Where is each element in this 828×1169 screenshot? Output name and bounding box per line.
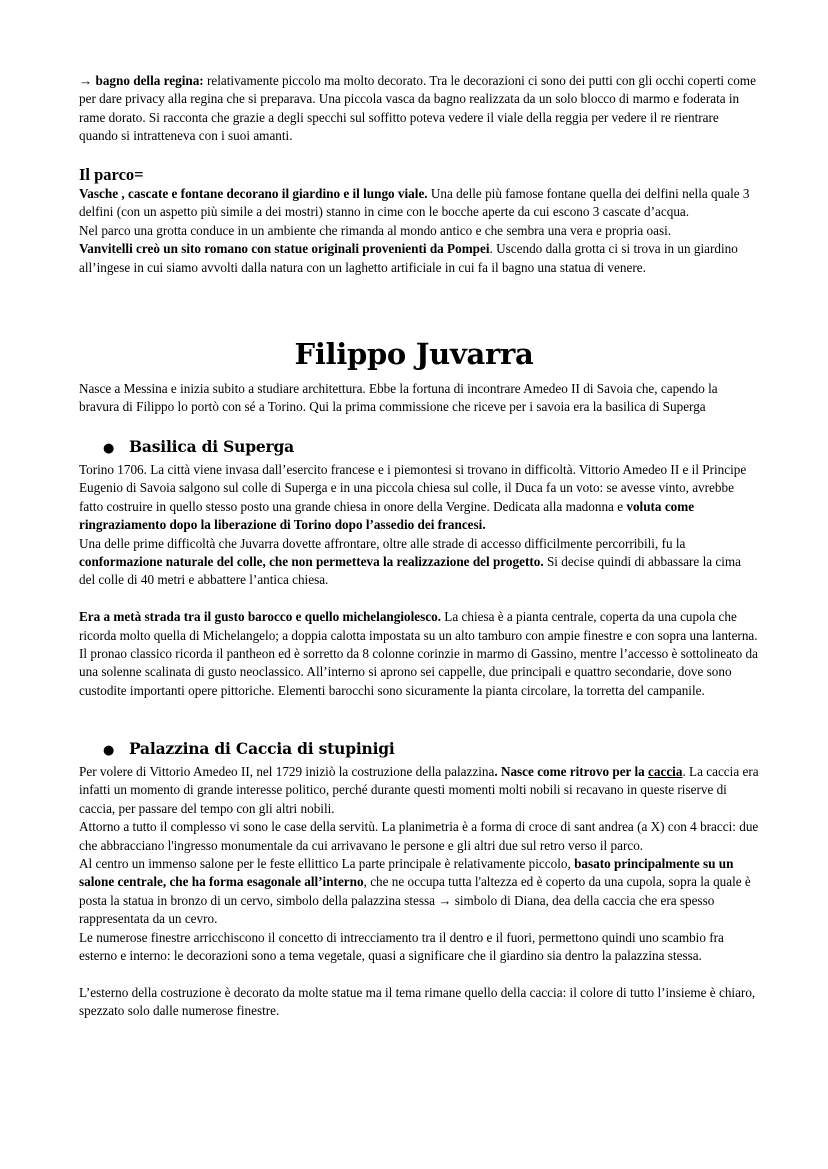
paragraph-gap [79, 590, 759, 608]
superga-paragraph-2 [79, 535, 759, 590]
bagno-section [79, 72, 759, 146]
bullet-icon: ● [103, 441, 115, 456]
superga-p3-text: La chiesa è a pianta centrale, coperta da una cupola che ricorda molto quella di Michelangelo; a doppia calotta impostata su un alto tamburo con ampie finestre e con sopra una lanterna. Il pronao classico ricorda il pantheon ed è sorretto da 8 colonne corinzie in marmo di Gassino, mentre l’accesso è sottolineato da una solenne scalinata di gusto neoclassico. All’interno si aprono sei cappelle, due principali e quattro secondarie, dove sono custodite importanti opere pittoriche. Elementi barocchi sono sicuramente la pianta circolare, la torretta del campanile. [79, 609, 758, 698]
stupinigi-p1-text-2: . La caccia era infatti un momento di grande interesse politico, perché durante questi momenti molti nobili si recavano in queste riserve di caccia, per passare del tempo con gli altri nobili. [79, 764, 759, 816]
juvarra-intro: Nasce a Messina e inizia subito a studiare architettura. Ebbe la fortuna di incontrare Amedeo II di Savoia che, capendo la bravura di Filippo lo portò con sé a Torino. Qui la prima commissione che riceve per i savoia era la basilica di Superga [79, 381, 718, 415]
page-title: Filippo Juvarra [294, 337, 534, 371]
stupinigi-heading [103, 739, 395, 761]
stupinigi-paragraph-4: Le numerose finestre arricchiscono il concetto di intrecciamento tra il dentro e il fuori, permettono quindi uno scambio fra esterno e interno: le decorazioni sono a tema vegetale, quasi a significare che il giardino sia dentro la palazzina stessa. [79, 929, 724, 964]
superga-p2-bold: conformazione naturale del colle, che non permetteva la realizzazione del progetto. [79, 554, 544, 570]
bagno-paragraph [79, 72, 759, 146]
bullet-icon: ● [103, 743, 115, 758]
stupinigi-section [79, 763, 759, 1021]
stupinigi-p1-bold-text: . Nasce come ritrovo per la [494, 764, 649, 779]
superga-heading [103, 437, 294, 459]
arrow-glyph: → [79, 73, 96, 88]
parco-heading: Il parco= [79, 165, 144, 184]
stupinigi-p3-text-2: , che ne occupa tutta l'altezza ed è coperto da una cupola, sopra la quale è posta la statua in bronzo di un cervo, simbolo della palazzina stessa → simbolo di Diana, dea della caccia che era spesso rappresentata da un cevro. [79, 874, 751, 927]
superga-heading-label: Basilica di Superga [129, 437, 294, 456]
parco-p1-text: Una delle più famose fontane quella dei delfini nella quale 3 delfini (con un aspetto più simile a dei mostri) stanno in cime con le bocche aperte da cui escono 3 cascate d’acqua. [79, 186, 750, 220]
stupinigi-paragraph-2: Attorno a tutto il complesso vi sono le case della servitù. La planimetria è a forma di croce di sant andrea (a X) con 4 bracci: due che abbracciano l'ingresso monumentale da cui arrivavano le persone e gli altri due sul retro verso il parco. [79, 819, 759, 853]
caccia-underlined: caccia [648, 764, 683, 779]
stupinigi-paragraph-5: L’esterno della costruzione è decorato da molte statue ma il tema rimane quello della caccia: il colore di tutto l’insieme è chiaro, spezzato solo dalle numerose finestre. [79, 984, 756, 1019]
superga-p3-bold: Era a metà strada tra il gusto barocco e quello michelangiolesco. [79, 609, 441, 625]
paragraph-gap [79, 965, 759, 983]
bagno-title: bagno della regina: [95, 73, 204, 88]
stupinigi-p1-text: Per volere di Vittorio Amedeo II, nel 1729 iniziò la costruzione della palazzina [79, 764, 495, 779]
parco-paragraph-2: Nel parco una grotta conduce in un ambiente che rimanda al mondo antico e che sembra una vera e propria oasi. [79, 222, 672, 238]
bagno-text: relativamente piccolo ma molto decorato. Tra le decorazioni ci sono dei putti con gli occhi coperti come per dare privacy alla regina che si preparava. Una piccola vasca da bagno realizzata da un solo blocco di marmo e foderata in rame dorato. Si racconta che grazie a degli specchi sul soffitto poteva vedere il viale della reggia per vedere il re rientrare quando si intratteneva con i suoi amanti. [79, 73, 756, 144]
stupinigi-paragraph-3 [79, 855, 759, 929]
superga-p2-text: Una delle prime difficoltà che Juvarra dovette affrontare, oltre alle strade di accesso difficilmente percorribili, fu la [79, 535, 686, 551]
stupinigi-paragraph-1 [79, 763, 759, 818]
stupinigi-p3-text: Al centro un immenso salone per le feste ellittico La parte principale è relativamente piccolo, [79, 856, 575, 872]
superga-p2-text-2: Si decise quindi di abbassare la cima del colle di 40 metri e abbattere l’antica chiesa. [79, 554, 742, 588]
parco-section [79, 165, 759, 277]
juvarra-intro-section [79, 380, 759, 417]
superga-paragraph-3 [79, 608, 759, 700]
parco-paragraph-1 [79, 185, 759, 222]
superga-section [79, 461, 759, 700]
superga-paragraph-1 [79, 461, 759, 535]
parco-p1-bold: Vasche , cascate e fontane decorano il giardino e il lungo viale. [79, 186, 428, 201]
stupinigi-heading-label: Palazzina di Caccia di stupinigi [129, 739, 395, 758]
parco-p3-text: . Uscendo dalla grotta ci si trova in un giardino all’ingese in cui siamo avvolti dalla natura con un laghetto artificiale in cui fa il bagno una statua di venere. [79, 241, 738, 275]
stupinigi-p1-bold [494, 764, 682, 779]
parco-paragraph-3 [79, 240, 759, 277]
superga-p1-bold: voluta come ringraziamento dopo la liberazione di Torino dopo l’assedio dei francesi. [79, 498, 695, 533]
parco-p3-bold: Vanvitelli creò un sito romano con statue originali provenienti da Pompei [79, 241, 490, 257]
stupinigi-p3-bold: basato principalmente su un salone centrale, che ha forma esagonale all’interno [79, 856, 734, 890]
superga-p1-text: Torino 1706. La città viene invasa dall’esercito francese e i piemontesi si trovano in difficoltà. Vittorio Amedeo II e il Principe Eugenio di Savoia salgono sul colle di Superga e in una piccola chiesa sul colle, il Duca fa un voto: se avesse vinto, avrebbe fatto costruire in quello stesso posto una grande chiesa in onore della Vergine. Dedicata alla madonna e [79, 462, 747, 514]
